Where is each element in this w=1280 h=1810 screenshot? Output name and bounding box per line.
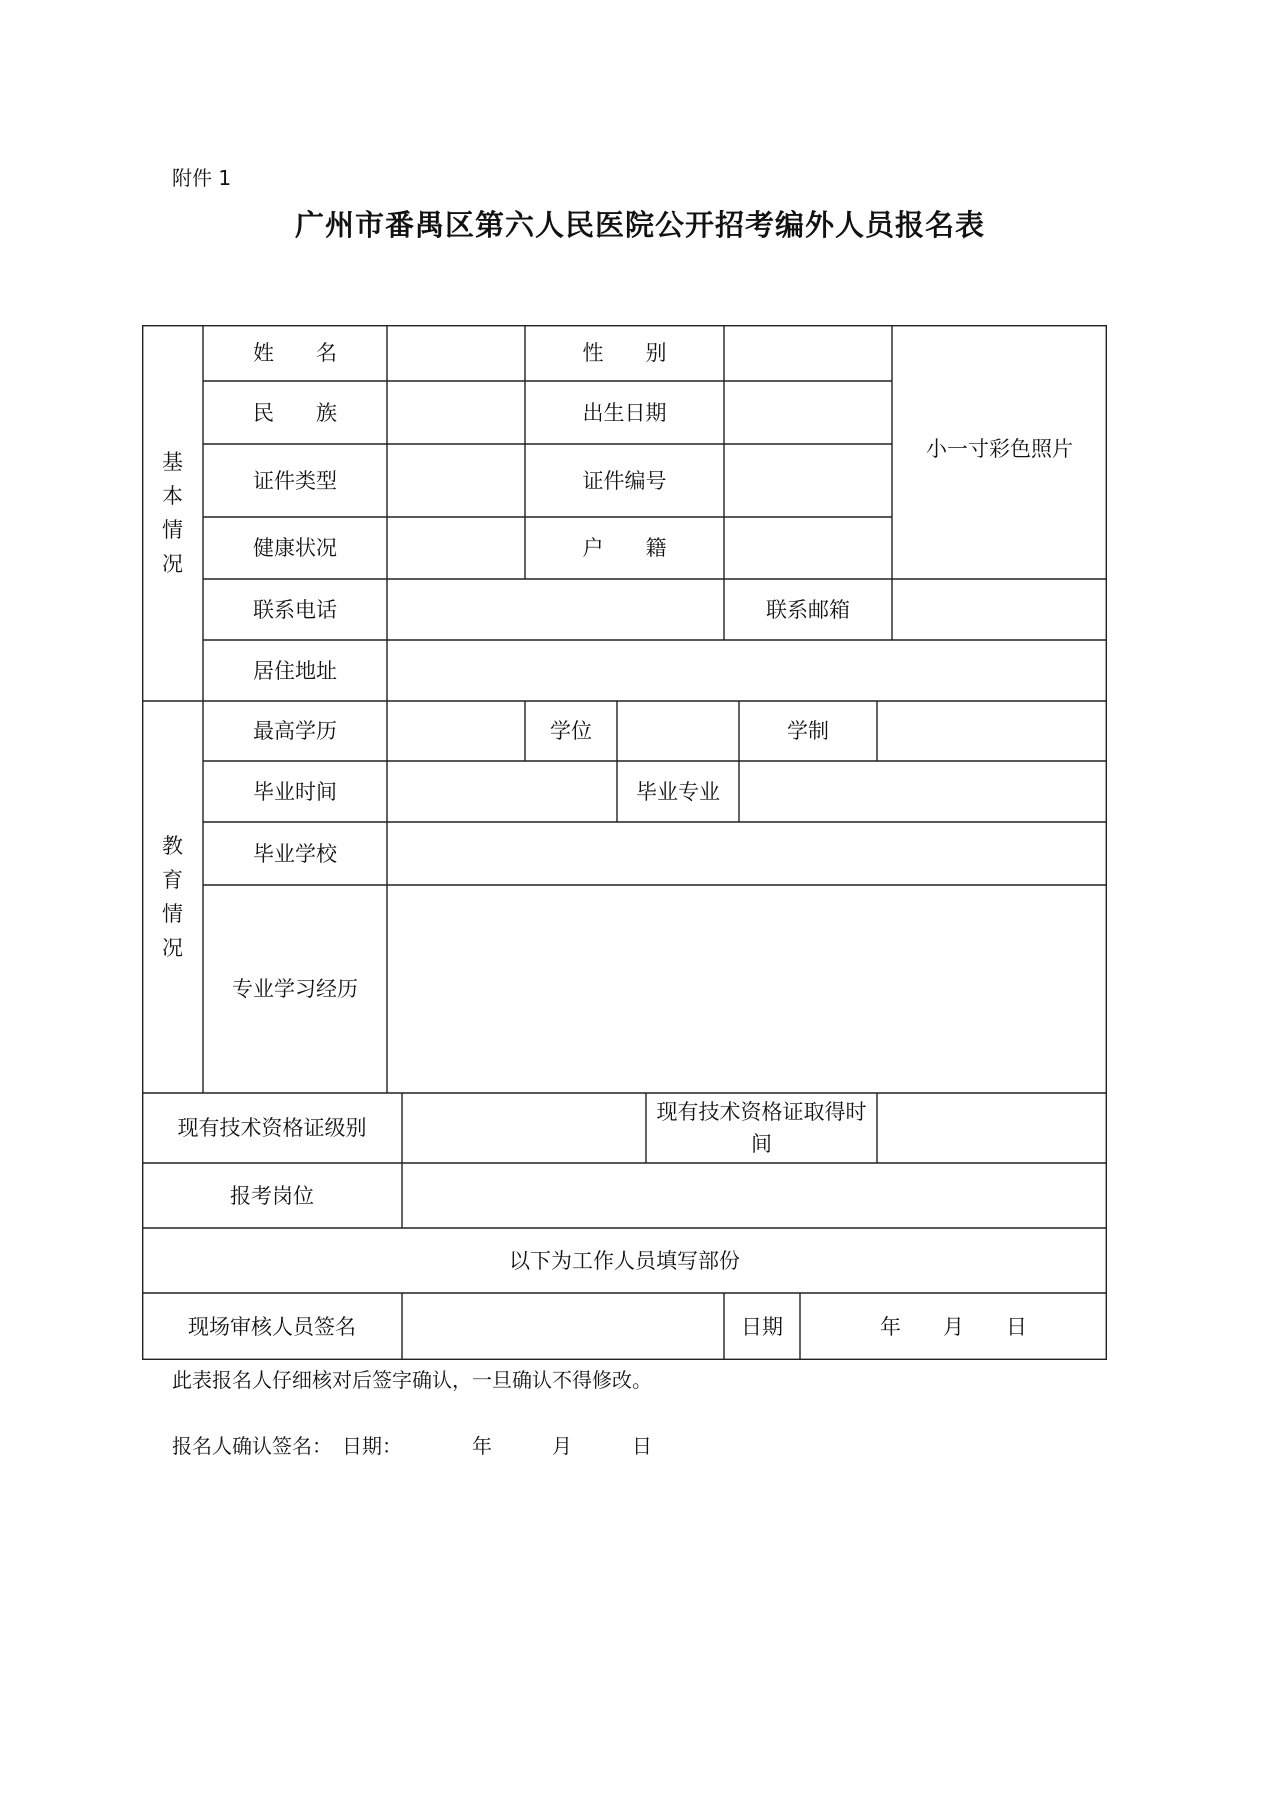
label-health: 健康状况 bbox=[253, 536, 337, 560]
field-ethnicity[interactable] bbox=[387, 381, 525, 444]
field-phone[interactable] bbox=[387, 579, 724, 640]
field-highest-education[interactable] bbox=[387, 701, 525, 761]
label-reviewer-signature: 现场审核人员签名 bbox=[188, 1314, 356, 1339]
field-email[interactable] bbox=[892, 579, 1107, 640]
field-cert-level[interactable] bbox=[402, 1093, 646, 1163]
section-char: 本 bbox=[162, 484, 183, 508]
label-review-date: 日期 bbox=[741, 1314, 783, 1339]
label-degree: 学位 bbox=[550, 719, 592, 743]
field-birth-date[interactable] bbox=[724, 381, 892, 444]
photo-placeholder[interactable]: 小一寸彩色照片 bbox=[926, 437, 1073, 461]
confirmation-note: 此表报名人仔细核对后签字确认，一旦确认不得修改。 bbox=[172, 1368, 652, 1392]
label-school: 毕业学校 bbox=[253, 841, 337, 866]
label-household: 户 籍 bbox=[582, 536, 667, 560]
label-id-number: 证件编号 bbox=[582, 468, 667, 493]
label-id-type: 证件类型 bbox=[253, 468, 337, 493]
label-birth-date: 出生日期 bbox=[582, 400, 667, 425]
label-study-history: 专业学习经历 bbox=[232, 977, 358, 1001]
label-phone: 联系电话 bbox=[253, 597, 337, 622]
label-name: 姓 名 bbox=[253, 341, 337, 365]
field-gender[interactable] bbox=[724, 325, 892, 381]
label-email: 联系邮箱 bbox=[766, 597, 850, 622]
staff-section-header: 以下为工作人员填写部份 bbox=[509, 1248, 740, 1273]
label-address: 居住地址 bbox=[253, 658, 337, 683]
label-highest-education: 最高学历 bbox=[253, 719, 337, 743]
field-health[interactable] bbox=[387, 517, 525, 579]
section-char: 基 bbox=[162, 450, 183, 474]
field-address[interactable] bbox=[387, 640, 1107, 701]
field-id-type[interactable] bbox=[387, 444, 525, 517]
section-char: 情 bbox=[162, 518, 183, 542]
label-major: 毕业专业 bbox=[636, 779, 720, 804]
label-gender: 性 别 bbox=[582, 341, 667, 365]
field-study-history[interactable] bbox=[387, 885, 1107, 1093]
field-reviewer-signature[interactable] bbox=[402, 1293, 724, 1360]
field-study-length[interactable] bbox=[877, 701, 1107, 761]
section-char: 况 bbox=[162, 936, 183, 960]
section-char: 教 bbox=[162, 834, 183, 858]
field-id-number[interactable] bbox=[724, 444, 892, 517]
field-name[interactable] bbox=[387, 325, 525, 381]
applicant-signature-line[interactable]: 报名人确认签名： 日期： 年 月 日 bbox=[172, 1434, 652, 1458]
section-char: 情 bbox=[162, 902, 183, 926]
field-cert-time[interactable] bbox=[877, 1093, 1107, 1163]
label-position: 报考岗位 bbox=[230, 1183, 314, 1208]
section-char: 育 bbox=[162, 868, 183, 892]
section-basic-info bbox=[142, 325, 203, 701]
field-position[interactable] bbox=[402, 1163, 1107, 1228]
label-cert-time: 现有技术资格证取得时间 bbox=[656, 1100, 867, 1156]
label-graduation-time: 毕业时间 bbox=[253, 779, 337, 804]
section-char: 况 bbox=[162, 552, 183, 576]
field-household[interactable] bbox=[724, 517, 892, 579]
registration-form-table bbox=[142, 325, 1107, 1360]
label-study-length: 学制 bbox=[787, 719, 829, 743]
form-title: 广州市番禺区第六人民医院公开招考编外人员报名表 bbox=[294, 208, 985, 242]
label-cert-level: 现有技术资格证级别 bbox=[177, 1116, 367, 1140]
attachment-label: 附件 1 bbox=[172, 166, 232, 190]
field-major[interactable] bbox=[739, 761, 1107, 822]
field-graduation-time[interactable] bbox=[387, 761, 617, 822]
field-degree[interactable] bbox=[617, 701, 739, 761]
label-ethnicity: 民 族 bbox=[253, 400, 337, 425]
section-education bbox=[142, 701, 203, 1093]
field-review-date[interactable]: 年 月 日 bbox=[880, 1314, 1027, 1339]
field-school[interactable] bbox=[387, 822, 1107, 885]
